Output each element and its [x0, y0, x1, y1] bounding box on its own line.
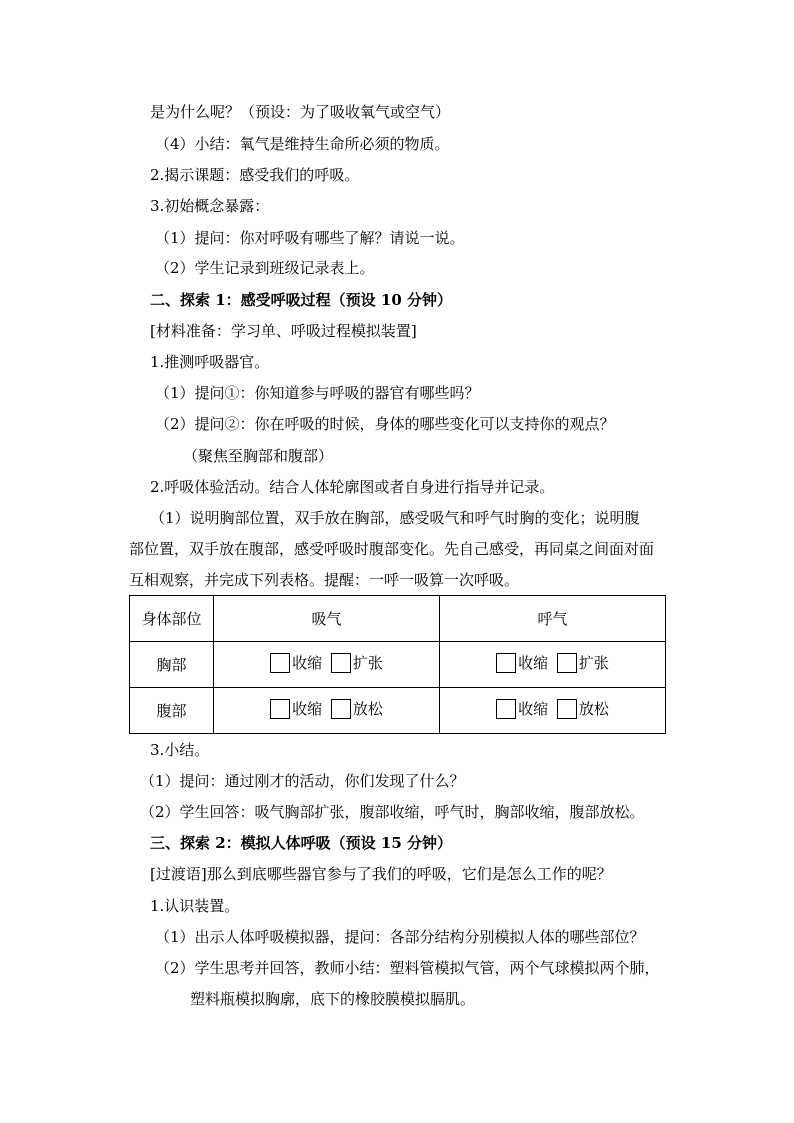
text-line: （聚焦至胸部和腹部） — [183, 447, 334, 465]
checkbox[interactable] — [496, 699, 516, 719]
table-row — [130, 688, 666, 734]
option-label: 扩张 — [352, 654, 383, 673]
text-line: 塑料瓶模拟胸廓，底下的橡胶膜模拟膈肌。 — [190, 990, 476, 1008]
text-line: 3.小结。 — [150, 741, 210, 759]
table-header: 吸气 — [214, 596, 440, 642]
text-line: 是为什么呢？（预设：为了吸收氧气或空气） — [150, 103, 451, 121]
text-line: （2）学生思考并回答，教师小结：塑料管模拟气管，两个气球模拟两个肺， — [155, 959, 660, 977]
exhale-cell — [440, 642, 666, 688]
text-line: （1）说明胸部位置，双手放在胸部，感受吸气和呼气时胸的变化；说明腹 — [150, 509, 640, 527]
option-label: 收缩 — [292, 700, 323, 719]
inhale-cell — [214, 688, 440, 734]
checkbox-option[interactable] — [557, 698, 609, 719]
text-line: （1）提问①：你知道参与呼吸的器官有哪些吗？ — [155, 384, 480, 402]
text-line: [材料准备：学习单、呼吸过程模拟装置] — [150, 322, 417, 340]
text-line: （2）提问②：你在呼吸的时候，身体的哪些变化可以支持你的观点？ — [155, 415, 615, 433]
checkbox[interactable] — [270, 653, 290, 673]
text-line: （1）提问：你对呼吸有哪些了解？请说一说。 — [155, 229, 465, 247]
checkbox-option[interactable] — [270, 652, 322, 673]
checkbox-option[interactable] — [270, 698, 322, 719]
text-line: （4）小结：氧气是维持生命所必须的物质。 — [155, 135, 450, 153]
exhale-cell — [440, 688, 666, 734]
table-header: 呼气 — [440, 596, 666, 642]
checkbox-option[interactable] — [331, 698, 383, 719]
checkbox-option[interactable] — [557, 652, 609, 673]
option-label: 收缩 — [292, 654, 323, 673]
observation-table — [129, 595, 666, 734]
checkbox-option[interactable] — [496, 698, 548, 719]
checkbox-option[interactable] — [331, 652, 383, 673]
option-label: 收缩 — [518, 700, 549, 719]
checkbox[interactable] — [557, 653, 577, 673]
option-label: 放松 — [578, 700, 609, 719]
option-label: 扩张 — [578, 654, 609, 673]
checkbox[interactable] — [557, 699, 577, 719]
body-part-cell: 腹部 — [130, 688, 214, 734]
checkbox[interactable] — [331, 653, 351, 673]
inhale-cell — [214, 642, 440, 688]
table-header: 身体部位 — [130, 596, 214, 642]
text-line: 2.呼吸体验活动。结合人体轮廓图或者自身进行指导并记录。 — [150, 478, 555, 496]
option-label: 放松 — [352, 700, 383, 719]
section-heading: 二、探索 1：感受呼吸过程（预设 10 分钟） — [150, 291, 452, 309]
text-line: 3.初始概念暴露： — [150, 197, 270, 215]
text-line: 2.揭示课题：感受我们的呼吸。 — [150, 166, 360, 184]
text-line: （1）提问：通过刚才的活动，你们发现了什么？ — [140, 772, 465, 790]
checkbox[interactable] — [270, 699, 290, 719]
text-line: 部位置，双手放在腹部，感受呼吸时腹部变化。先自己感受，再同桌之间面对面 — [129, 540, 655, 558]
text-line: 互相观察，并完成下列表格。提醒：一呼一吸算一次呼吸。 — [129, 571, 520, 589]
text-line: （2）学生回答：吸气胸部扩张，腹部收缩，呼气时，胸部收缩，腹部放松。 — [140, 803, 645, 821]
table-header-row — [130, 596, 666, 642]
text-line: （1）出示人体呼吸模拟器，提问：各部分结构分别模拟人体的哪些部位？ — [155, 928, 645, 946]
text-line: 1.推测呼吸器官。 — [150, 353, 270, 371]
option-label: 收缩 — [518, 654, 549, 673]
checkbox[interactable] — [496, 653, 516, 673]
table-row — [130, 642, 666, 688]
text-line: （2）学生记录到班级记录表上。 — [155, 259, 375, 277]
text-line: 1.认识装置。 — [150, 897, 240, 915]
section-heading: 三、探索 2：模拟人体呼吸（预设 15 分钟） — [150, 834, 452, 852]
body-part-cell: 胸部 — [130, 642, 214, 688]
checkbox[interactable] — [331, 699, 351, 719]
checkbox-option[interactable] — [496, 652, 548, 673]
text-line: [过渡语]那么到底哪些器官参与了我们的呼吸，它们是怎么工作的呢？ — [150, 865, 612, 883]
